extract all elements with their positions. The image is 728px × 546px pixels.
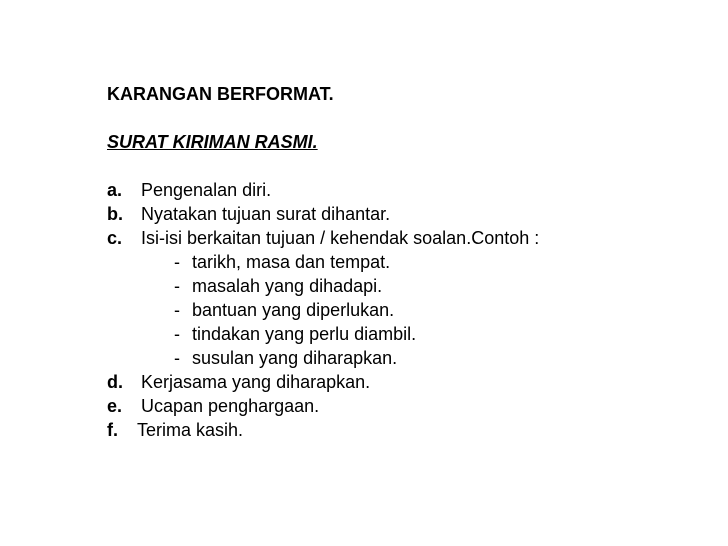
slide-content (107, 82, 707, 442)
sub-list-item (107, 274, 707, 298)
list-marker: b. (107, 204, 123, 224)
sub-list-dash: - (174, 300, 180, 320)
sub-list-dash: - (174, 276, 180, 296)
list-marker: e. (107, 396, 123, 416)
sub-list-dash: - (174, 348, 180, 368)
sub-list-dash: - (174, 324, 180, 344)
list-marker: c. (107, 228, 123, 248)
list-item-d (107, 370, 707, 394)
list-item-text: Isi-isi berkaitan tujuan / kehendak soalan.Contoh : (141, 228, 540, 248)
list-item-c (107, 226, 707, 250)
list-item-text: Pengenalan diri. (141, 180, 272, 200)
sub-list-item-text: tarikh, masa dan tempat. (192, 252, 391, 272)
list-marker: a. (107, 180, 123, 200)
list-item-text: Ucapan penghargaan. (141, 396, 320, 416)
page-title: KARANGAN BERFORMAT. (107, 84, 334, 104)
list-item-f (107, 418, 707, 442)
sub-list-item (107, 250, 707, 274)
sub-list-item (107, 322, 707, 346)
sub-list-item (107, 346, 707, 370)
list-item-text: Terima kasih. (137, 420, 244, 440)
sub-list-item-text: tindakan yang perlu diambil. (192, 324, 417, 344)
sub-list-item (107, 298, 707, 322)
sub-list-item-text: susulan yang diharapkan. (192, 348, 398, 368)
list-item-b (107, 202, 707, 226)
list-marker: f. (107, 420, 118, 440)
outline-list (107, 178, 707, 442)
sub-list-item-text: masalah yang dihadapi. (192, 276, 383, 296)
sub-list-dash: - (174, 252, 180, 272)
list-item-text: Kerjasama yang diharapkan. (141, 372, 371, 392)
list-marker: d. (107, 372, 123, 392)
sub-list-item-text: bantuan yang diperlukan. (192, 300, 395, 320)
list-item-a (107, 178, 707, 202)
list-item-text: Nyatakan tujuan surat dihantar. (141, 204, 391, 224)
list-item-e (107, 394, 707, 418)
page-subtitle: SURAT KIRIMAN RASMI. (107, 132, 318, 152)
